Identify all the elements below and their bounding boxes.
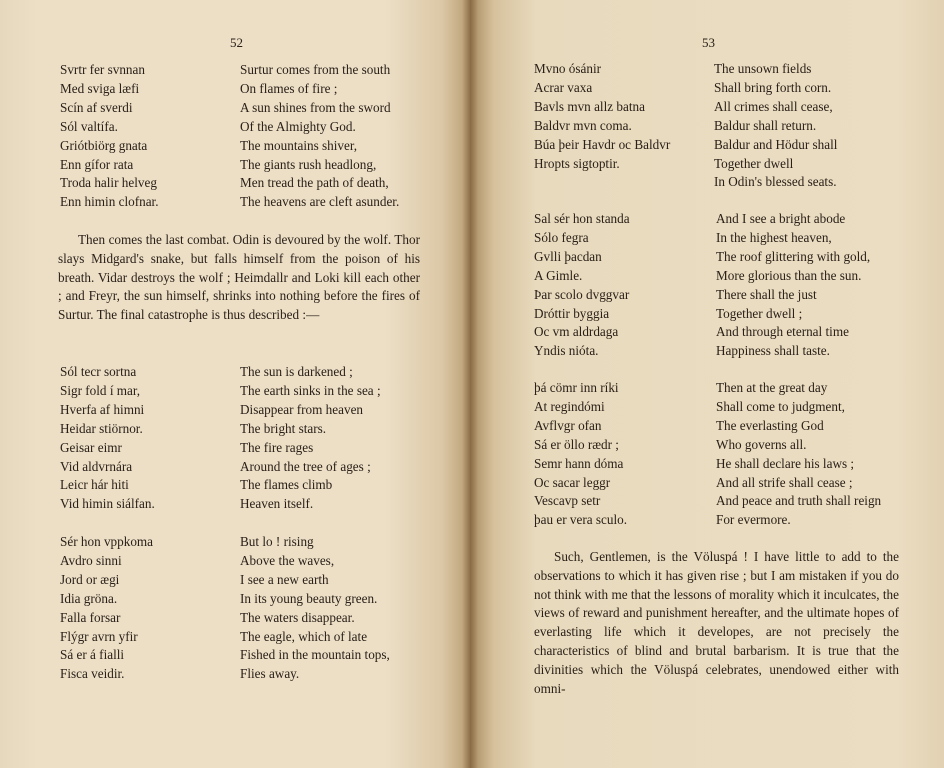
verse-line [534, 305, 870, 324]
verse-translation: The fire rages [240, 439, 314, 455]
paragraph-text: Then comes the last combat. Odin is devoured by the wolf. Thor slays Midgard's snake, but falls himself from the poison of his breath. Vidar destroys the wolf ; Heimdallr and Loki kill each other ; and Freyr, the sun himself, shrinks into nothing before the fires of Surtur. The final catastrophe is thus described :— [58, 232, 420, 323]
verse-original: Hverfa af himni [60, 401, 145, 417]
verse-translation: All crimes shall cease, [714, 98, 833, 114]
verse-original: Vid himin siálfan. [60, 496, 155, 512]
verse-line [534, 342, 870, 361]
verse-translation: And peace and truth shall reign [716, 493, 882, 509]
verse-line [534, 229, 870, 248]
verse-translation: In its young beauty green. [240, 590, 378, 606]
verse-original: Sól tecr sortna [60, 364, 137, 379]
verse-line [534, 210, 870, 229]
verse-line [60, 571, 390, 590]
verse-line [60, 61, 399, 80]
verse-stanza [60, 533, 390, 684]
verse-line [534, 267, 870, 286]
verse-original: Þar scolo dvggvar [534, 286, 630, 302]
verse-line [534, 117, 837, 136]
verse-translation: Heaven itself. [240, 496, 314, 512]
verse-original: Sigr fold í mar, [60, 382, 141, 398]
verse-original: Sér hon vppkoma [60, 534, 154, 549]
verse-line [534, 436, 881, 455]
verse-original: Sal sér hon standa [534, 211, 630, 226]
verse-original: Gvlli þacdan [534, 248, 602, 264]
verse-original: Svrtr fer svnnan [60, 62, 145, 77]
verse-translation: And I see a bright abode [716, 211, 846, 226]
verse-translation: Shall come to judgment, [716, 398, 845, 414]
verse-original: Avdro sinni [60, 552, 122, 568]
verse-line [534, 323, 870, 342]
verse-line [60, 174, 399, 193]
verse-line [60, 552, 390, 571]
verse-stanza [534, 210, 870, 361]
verse-line [60, 137, 399, 156]
verse-original: Yndis nióta. [534, 343, 599, 359]
verse-stanza [534, 60, 837, 192]
verse-original: Bavls mvn allz batna [534, 98, 645, 114]
verse-original: Hropts sigtoptir. [534, 155, 620, 171]
verse-translation: Together dwell ; [716, 305, 803, 321]
right-page [470, 0, 944, 768]
verse-line [534, 417, 881, 436]
verse-original: Scín af sverdi [60, 99, 133, 115]
verse-line [534, 398, 881, 417]
verse-original: Oc sacar leggr [534, 474, 611, 490]
verse-original: A Gimle. [534, 267, 583, 283]
verse-original: Sól valtífa. [60, 118, 118, 134]
verse-translation: Above the waves, [240, 552, 335, 568]
verse-line [534, 136, 837, 155]
paragraph-text: Such, Gentlemen, is the Völuspá ! I have little to add to the observations to which it has given rise ; but I am mistaken if you do not think with me that the lessons of morality which it inculcates, the views of reward and punishment hereafter, and the ultimate hopes of everlasting life which it developes, are not precisely the characteristics of blind and brutal barbarism. It is true that the divinities which the Völuspá celebrates, unendowed either with omni- [534, 549, 899, 696]
verse-translation: He shall declare his laws ; [716, 455, 855, 471]
verse-translation: Men tread the path of death, [240, 175, 389, 191]
verse-original: Sá er öllo rædr ; [534, 436, 619, 452]
verse-original: Heidar stiörnor. [60, 420, 143, 436]
verse-original: Leicr hár hiti [60, 477, 129, 493]
verse-line [60, 118, 399, 137]
verse-translation: Happiness shall taste. [716, 343, 830, 359]
verse-original: Dróttir byggia [534, 305, 610, 321]
verse-original: Mvno ósánir [534, 61, 602, 76]
verse-line [534, 511, 881, 530]
verse-line [534, 379, 881, 398]
verse-original: Vescavp setr [534, 493, 601, 509]
verse-line [60, 646, 390, 665]
verse-translation: The everlasting God [716, 417, 824, 433]
verse-line [60, 401, 381, 420]
verse-translation: The unsown fields [714, 61, 812, 76]
verse-line [534, 492, 881, 511]
verse-translation: Then at the great day [716, 380, 828, 395]
book-gutter [462, 0, 478, 768]
verse-line [534, 455, 881, 474]
verse-translation: On flames of fire ; [240, 80, 338, 96]
verse-translation: Who governs all. [716, 436, 807, 452]
verse-line [60, 609, 390, 628]
verse-line [60, 458, 381, 477]
verse-line [60, 80, 399, 99]
verse-original: þá cömr inn ríki [534, 380, 619, 395]
verse-line [534, 155, 837, 174]
prose-paragraph [534, 548, 899, 698]
verse-translation: The roof glittering with gold, [716, 248, 871, 264]
verse-original: Med sviga læfi [60, 80, 140, 96]
verse-line [534, 60, 837, 79]
verse-line [60, 439, 381, 458]
verse-line [534, 98, 837, 117]
verse-translation: And all strife shall cease ; [716, 474, 853, 490]
page-number: 53 [702, 35, 715, 50]
verse-original: Idia gröna. [60, 590, 118, 606]
verse-translation: Shall bring forth corn. [714, 79, 832, 95]
verse-translation: Of the Almighty God. [240, 118, 356, 134]
page-number: 52 [230, 35, 243, 50]
verse-original: Búa þeir Havdr oc Baldvr [534, 136, 671, 152]
verse-translation: Together dwell [714, 155, 794, 171]
verse-original: Baldvr mvn coma. [534, 117, 632, 133]
verse-line [534, 79, 837, 98]
verse-translation: Around the tree of ages ; [240, 458, 371, 474]
verse-translation: The waters disappear. [240, 609, 355, 625]
verse-line [60, 590, 390, 609]
verse-original: þau er vera sculo. [534, 512, 628, 528]
verse-translation: Fished in the mountain tops, [240, 647, 390, 663]
verse-translation: The flames climb [240, 477, 333, 493]
verse-translation: The sun is darkened ; [240, 364, 353, 379]
verse-original: Oc vm aldrdaga [534, 324, 619, 340]
verse-original: Semr hann dóma [534, 455, 624, 471]
verse-line [534, 248, 870, 267]
verse-translation: In the highest heaven, [716, 229, 832, 245]
verse-original: Vid aldvrnára [60, 458, 133, 474]
verse-translation: Surtur comes from the south [240, 62, 391, 77]
verse-translation: The bright stars. [240, 420, 327, 436]
verse-translation: A sun shines from the sword [240, 99, 391, 115]
verse-original: Sólo fegra [534, 229, 589, 245]
verse-stanza [534, 379, 881, 530]
verse-translation: Flies away. [240, 666, 300, 682]
verse-line [60, 495, 381, 514]
verse-original: Enn himin clofnar. [60, 194, 159, 210]
verse-line [534, 173, 837, 192]
verse-original: Enn gífor rata [60, 156, 134, 172]
verse-original: At regindómi [534, 398, 605, 414]
verse-translation: In Odin's blessed seats. [714, 174, 837, 190]
verse-original: Avflvgr ofan [534, 417, 602, 433]
verse-line [60, 665, 390, 684]
verse-original: Troda halir helveg [60, 175, 157, 191]
verse-stanza [60, 363, 381, 514]
verse-stanza [60, 61, 399, 212]
verse-original: Geisar eimr [60, 439, 122, 455]
left-page [0, 0, 470, 768]
verse-translation: For evermore. [716, 512, 791, 528]
verse-line [60, 533, 390, 552]
verse-translation: But lo ! rising [240, 534, 314, 549]
verse-original: Acrar vaxa [534, 79, 593, 95]
verse-translation: Baldur shall return. [714, 117, 817, 133]
verse-translation: The mountains shiver, [240, 137, 358, 153]
verse-line [534, 474, 881, 493]
verse-original: Flýgr avrn yfir [60, 628, 138, 644]
verse-translation: Baldur and Hödur shall [714, 136, 838, 152]
verse-translation: And through eternal time [716, 324, 849, 340]
verse-translation: More glorious than the sun. [716, 267, 862, 283]
verse-translation: The giants rush headlong, [240, 156, 377, 172]
verse-original: Falla forsar [60, 609, 121, 625]
verse-translation: I see a new earth [240, 571, 329, 587]
verse-translation: There shall the just [716, 286, 817, 302]
verse-line [534, 286, 870, 305]
verse-line [60, 420, 381, 439]
prose-paragraph [58, 231, 420, 325]
verse-original: Fisca veidir. [60, 666, 125, 682]
verse-translation: The heavens are cleft asunder. [240, 194, 400, 210]
verse-line [60, 156, 399, 175]
verse-translation: Disappear from heaven [240, 401, 364, 417]
verse-line [60, 382, 381, 401]
verse-original: Griótbiörg gnata [60, 137, 148, 153]
verse-line [60, 193, 399, 212]
verse-original: Sá er á fialli [60, 647, 125, 663]
verse-line [60, 99, 399, 118]
verse-original [534, 173, 714, 192]
verse-line [60, 476, 381, 495]
verse-translation: The eagle, which of late [240, 628, 368, 644]
verse-line [60, 363, 381, 382]
verse-original: Jord or ægi [60, 571, 120, 587]
verse-translation: The earth sinks in the sea ; [240, 382, 381, 398]
verse-line [60, 628, 390, 647]
